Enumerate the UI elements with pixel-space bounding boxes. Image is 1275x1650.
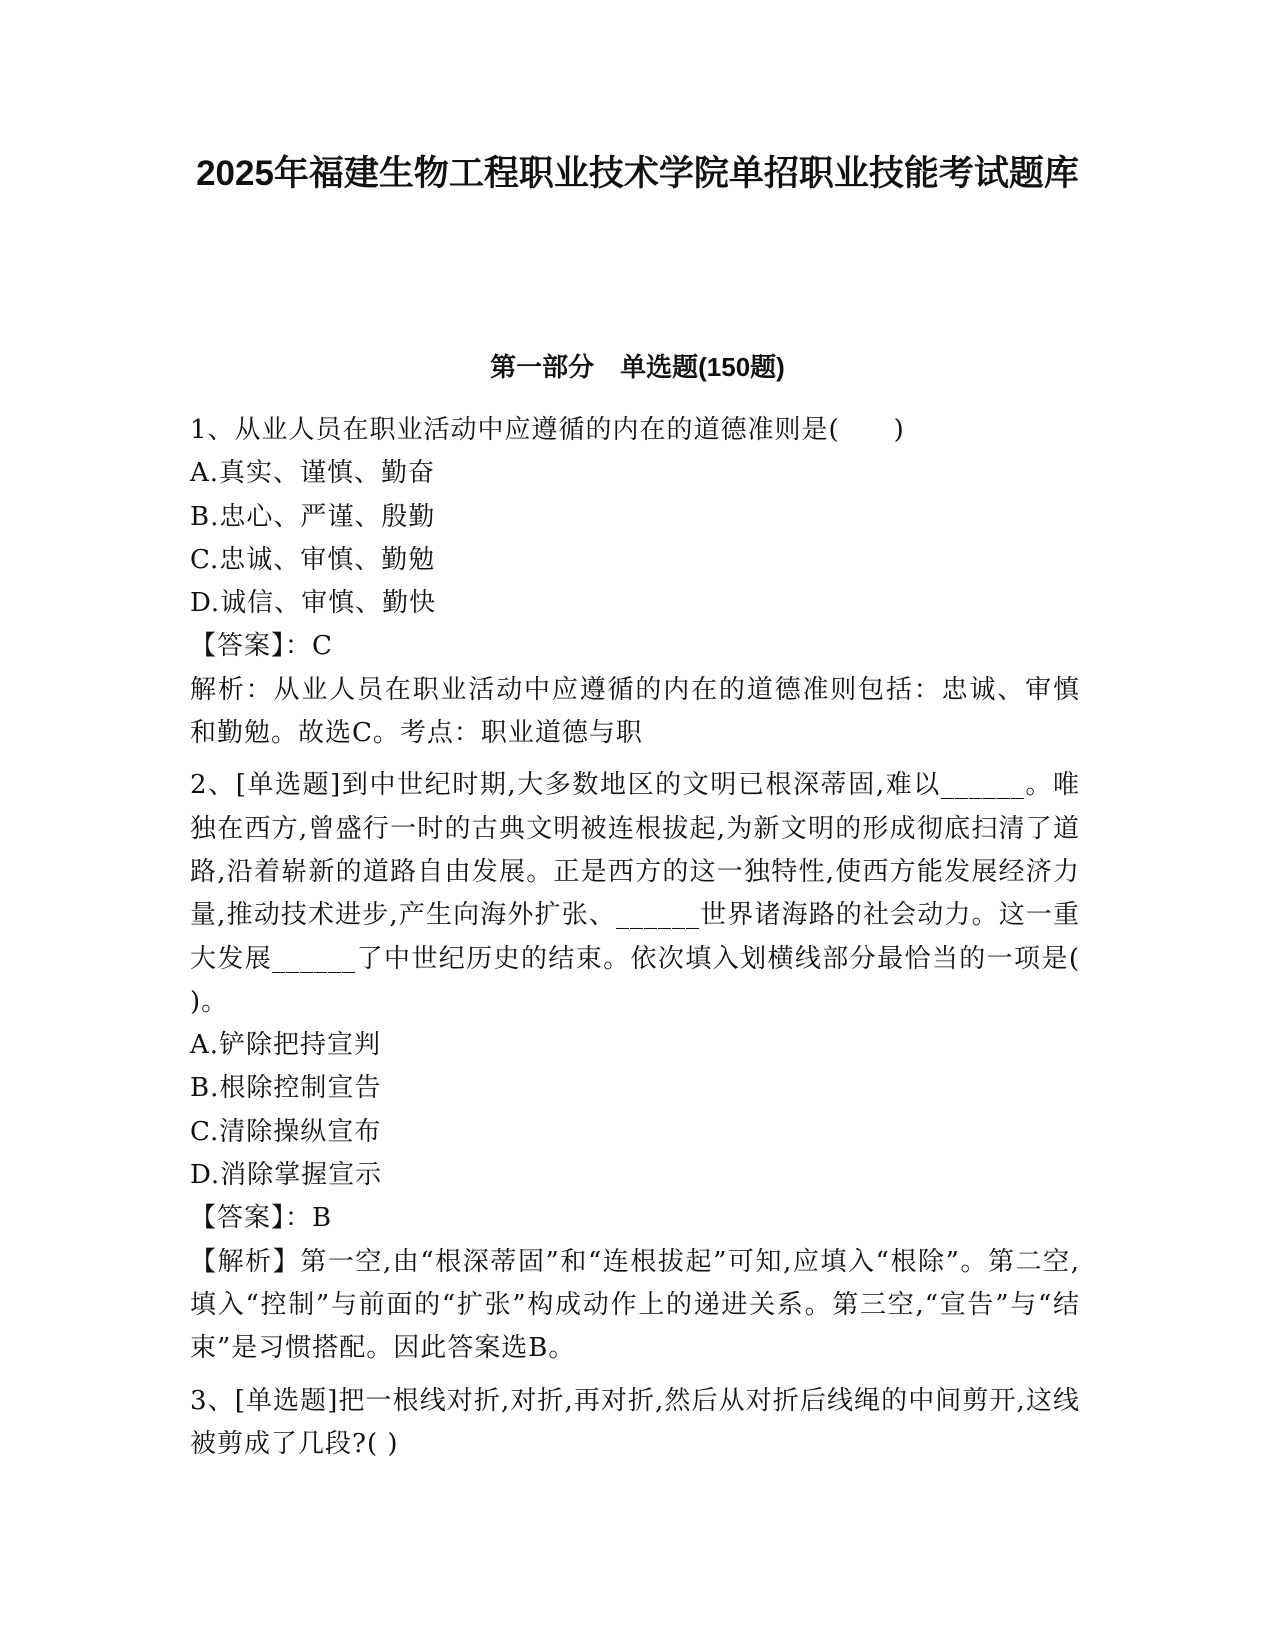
question-stem: 3、[单选题]把一根线对折,对折,再对折,然后从对折后线绳的中间剪开,这线被剪成了几段?( ) xyxy=(190,1385,1080,1459)
section-title: 第一部分 单选题(150题) xyxy=(490,352,785,382)
answer: 【答案】：B xyxy=(190,1203,333,1234)
analysis: 【解析】第一空,由“根深蒂固”和“连根拔起”可知,应填入“根除”。第二空,填入“控制”与前面的“扩张”构成动作上的递进关系。第三空,“宣告”与“结束”是习惯搭配。因此答案选B。 xyxy=(190,1246,1080,1364)
option-b: B.根除控制宣告 xyxy=(190,1073,382,1104)
question-stem: 1、从业人员在职业活动中应遵循的内在的道德准则是( ) xyxy=(190,415,905,445)
answer: 【答案】：C xyxy=(190,631,333,662)
question-2 xyxy=(190,764,1080,1370)
question-3 xyxy=(190,1380,1080,1467)
option-b: B.忠心、严谨、殷勤 xyxy=(190,501,436,532)
question-stem: 2、[单选题]到中世纪时期,大多数地区的文明已根深蒂固,难以______。唯独在西方,曾盛行一时的古典文明被连根拔起,为新文明的形成彻底扫清了道路,沿着崭新的道路自由发展。正是西方的这一独特性,使西方能发展经济力量,推动技术进步,产生向海外扩张、______世界诸海路的社会动力。这一重大发展______了中世纪历史的结束。依次填入划横线部分最恰当的一项是( )。 xyxy=(190,770,1080,1017)
question-1 xyxy=(190,409,1080,755)
analysis: 解析：从业人员在职业活动中应遵循的内在的道德准则包括：忠诚、审慎和勤勉。故选C。考点：职业道德与职 xyxy=(190,674,1080,749)
option-a: A.铲除把持宣判 xyxy=(190,1030,382,1061)
question-list xyxy=(190,409,1080,1475)
option-a: A.真实、谨慎、勤奋 xyxy=(190,458,436,489)
document-title: 2025年福建生物工程职业技术学院单招职业技能考试题库 xyxy=(196,154,1079,193)
option-d: D.消除掌握宣示 xyxy=(190,1160,383,1191)
option-d: D.诚信、审慎、勤快 xyxy=(190,588,437,619)
option-c: C.忠诚、审慎、勤勉 xyxy=(190,544,436,575)
option-c: C.清除操纵宣布 xyxy=(190,1116,382,1147)
